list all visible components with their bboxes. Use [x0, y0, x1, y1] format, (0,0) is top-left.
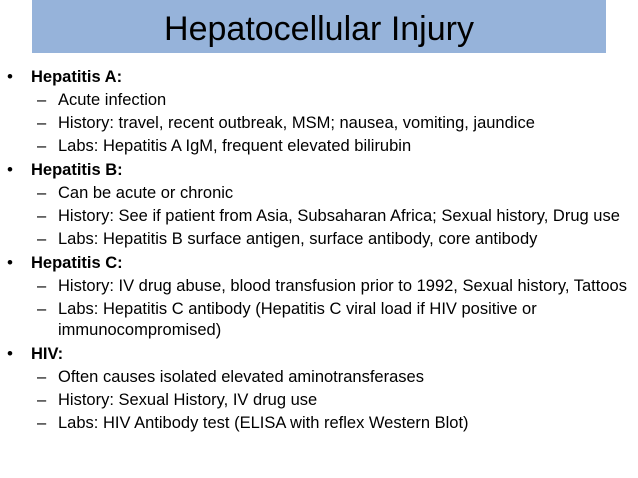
list-item [7, 205, 633, 228]
list-item [7, 275, 633, 298]
section-heading [7, 342, 633, 366]
bullet-dot-icon: • [7, 67, 13, 86]
dash-icon: – [37, 207, 47, 225]
section-hiv [7, 342, 633, 435]
list-item-text: Labs: HIV Antibody test (ELISA with reflex Western Blot) [58, 414, 469, 432]
section-heading-label: Hepatitis A: [31, 68, 123, 86]
list-item-text: History: IV drug abuse, blood transfusion prior to 1992, Sexual history, Tattoos [58, 277, 627, 295]
list-item-text: History: travel, recent outbreak, MSM; nausea, vomiting, jaundice [58, 114, 535, 132]
list-item [7, 112, 633, 135]
section-hepatitis-a [7, 65, 633, 158]
dash-icon: – [37, 114, 47, 132]
list-item [7, 89, 633, 112]
section-hepatitis-b [7, 158, 633, 251]
list-item [7, 366, 633, 389]
list-item-text: Labs: Hepatitis A IgM, frequent elevated bilirubin [58, 137, 412, 155]
title-bar [32, 0, 606, 53]
section-heading [7, 65, 633, 89]
dash-icon: – [37, 414, 47, 432]
dash-icon: – [37, 230, 47, 248]
list-item [7, 389, 633, 412]
list-item-text: Labs: Hepatitis C antibody (Hepatitis C viral load if HIV positive or immunocompromised) [58, 300, 537, 339]
list-item [7, 298, 633, 342]
section-heading [7, 251, 633, 275]
list-item [7, 135, 633, 158]
list-item-text: Acute infection [58, 91, 167, 109]
list-item [7, 412, 633, 435]
dash-icon: – [37, 184, 47, 202]
dash-icon: – [37, 91, 47, 109]
section-heading-label: HIV: [31, 345, 64, 363]
slide-title: Hepatocellular Injury [164, 9, 474, 48]
dash-icon: – [37, 391, 47, 409]
section-hepatitis-c [7, 251, 633, 342]
list-item-text: History: See if patient from Asia, Subsaharan Africa; Sexual history, Drug use [58, 207, 620, 225]
bullet-dot-icon: • [7, 253, 13, 272]
list-item-text: Can be acute or chronic [58, 184, 234, 202]
slide-body [7, 65, 633, 435]
dash-icon: – [37, 300, 47, 318]
list-item-text: History: Sexual History, IV drug use [58, 391, 318, 409]
dash-icon: – [37, 277, 47, 295]
list-item-text: Labs: Hepatitis B surface antigen, surface antibody, core antibody [58, 230, 538, 248]
list-item [7, 228, 633, 251]
bullet-dot-icon: • [7, 344, 13, 363]
dash-icon: – [37, 137, 47, 155]
section-heading-label: Hepatitis C: [31, 254, 123, 272]
dash-icon: – [37, 368, 47, 386]
section-heading-label: Hepatitis B: [31, 161, 123, 179]
section-heading [7, 158, 633, 182]
bullet-dot-icon: • [7, 160, 13, 179]
list-item [7, 182, 633, 205]
list-item-text: Often causes isolated elevated aminotransferases [58, 368, 424, 386]
